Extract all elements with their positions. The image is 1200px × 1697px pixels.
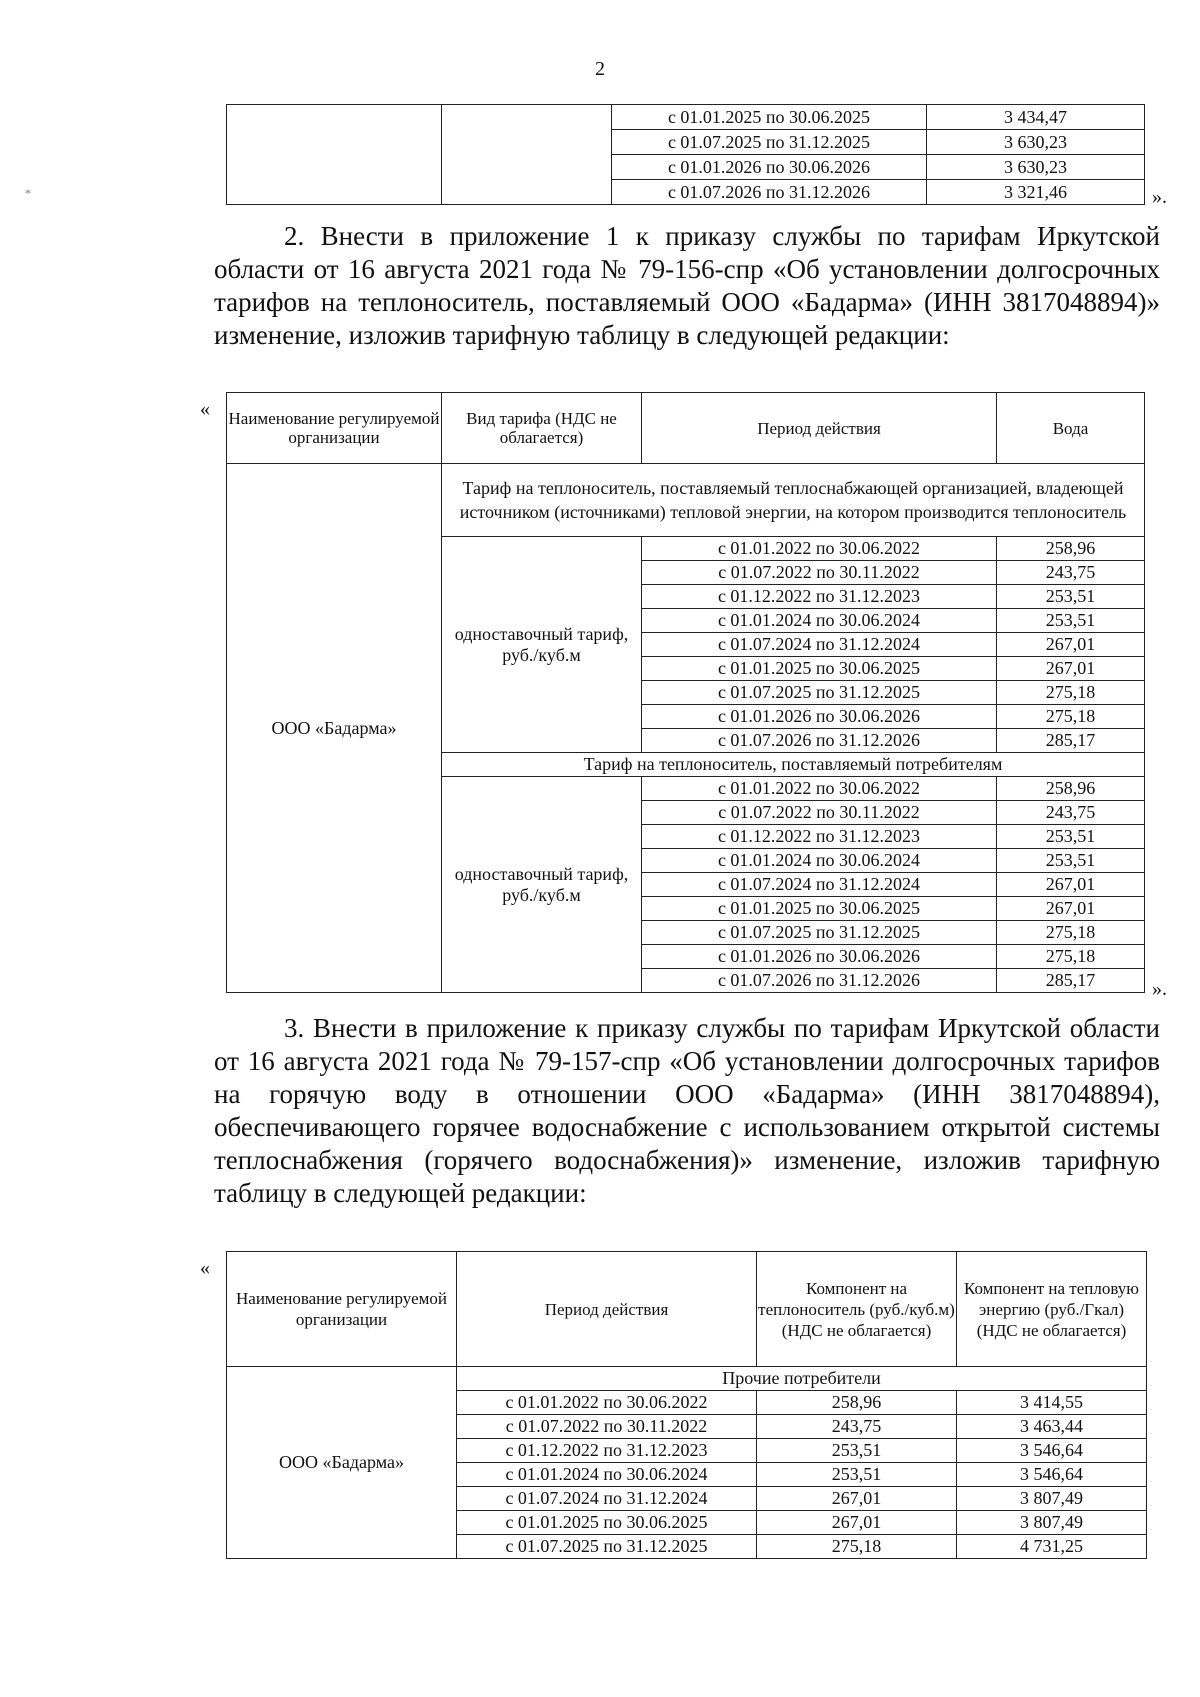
opening-quote: « <box>200 1257 210 1279</box>
energy-cell: 3 414,55 <box>957 1391 1147 1415</box>
section-title-row <box>227 1367 1147 1391</box>
period-cell: с 01.07.2026 по 31.12.2026 <box>642 729 997 753</box>
closing-quote: ». <box>1152 978 1167 1000</box>
period-cell: с 01.07.2022 по 30.11.2022 <box>642 801 997 825</box>
period-cell: с 01.01.2024 по 30.06.2024 <box>642 849 997 873</box>
period-cell: с 01.01.2025 по 30.06.2025 <box>612 105 927 130</box>
value-cell: 3 434,47 <box>927 105 1145 130</box>
energy-cell: 4 731,25 <box>957 1535 1147 1559</box>
value-cell: 275,18 <box>997 705 1145 729</box>
value-cell: 258,96 <box>997 777 1145 801</box>
section-title-row <box>227 464 1145 537</box>
value-cell: 285,17 <box>997 969 1145 993</box>
value-cell: 275,18 <box>997 921 1145 945</box>
period-cell: с 01.07.2024 по 31.12.2024 <box>642 873 997 897</box>
value-cell: 3 630,23 <box>927 155 1145 180</box>
carrier-cell: 267,01 <box>757 1511 957 1535</box>
energy-cell: 3 546,64 <box>957 1463 1147 1487</box>
tariff-type-cell: одноставочный тариф, руб./куб.м <box>442 777 642 993</box>
period-cell: с 01.07.2025 по 31.12.2025 <box>642 921 997 945</box>
closing-quote: ». <box>1152 186 1167 208</box>
period-cell: с 01.07.2022 по 30.11.2022 <box>642 561 997 585</box>
value-cell: 253,51 <box>997 825 1145 849</box>
header-org: Наименование регулируемой организации <box>227 393 442 464</box>
section-2-title: Тариф на теплоноситель, поставляемый потребителям <box>442 753 1145 777</box>
header-tariff-type: Вид тарифа (НДС не облагается) <box>442 393 642 464</box>
header-period: Период действия <box>642 393 997 464</box>
paragraph-3 <box>214 1012 1160 1210</box>
opening-quote: « <box>200 398 210 420</box>
paragraph-3-text: 3. Внести в приложение к приказу службы по тарифам Иркутской области от 16 августа 2021 года № 79-157-спр «Об установлении долгосрочных тарифов на горячую воду в отношении ООО «Бадарма» (ИНН 3817048894), обеспечивающего горячее водоснабжение с использованием открытой системы теплоснабжения (горячего водоснабжения)» изменение, изложив тарифную таблицу в следующей редакции: <box>214 1013 1160 1208</box>
period-cell: с 01.12.2022 по 31.12.2023 <box>642 585 997 609</box>
heat-carrier-tariff-table <box>226 392 1145 993</box>
table-header-row <box>227 393 1145 464</box>
org-name-cell: ООО «Бадарма» <box>227 464 442 993</box>
period-cell: с 01.01.2022 по 30.06.2022 <box>457 1391 757 1415</box>
header-energy-component: Компонент на тепловую энергию (руб./Гкал) (НДС не облагается) <box>957 1252 1147 1367</box>
section-title: Прочие потребители <box>457 1367 1147 1391</box>
header-carrier-component: Компонент на теплоноситель (руб./куб.м) (НДС не облагается) <box>757 1252 957 1367</box>
value-cell: 275,18 <box>997 945 1145 969</box>
period-cell: с 01.07.2025 по 31.12.2025 <box>457 1535 757 1559</box>
energy-cell: 3 546,64 <box>957 1439 1147 1463</box>
table-header-row <box>227 1252 1147 1367</box>
value-cell: 253,51 <box>997 609 1145 633</box>
tariff-type-cell: одноставочный тариф, руб./куб.м <box>442 537 642 753</box>
value-cell: 267,01 <box>997 633 1145 657</box>
carrier-cell: 275,18 <box>757 1535 957 1559</box>
period-cell: с 01.01.2025 по 30.06.2025 <box>457 1511 757 1535</box>
period-cell: с 01.01.2022 по 30.06.2022 <box>642 537 997 561</box>
period-cell: с 01.01.2025 по 30.06.2025 <box>642 657 997 681</box>
value-cell: 243,75 <box>997 801 1145 825</box>
energy-cell: 3 463,44 <box>957 1415 1147 1439</box>
period-cell: с 01.07.2026 по 31.12.2026 <box>612 180 927 205</box>
paragraph-2 <box>214 220 1160 352</box>
org-name-cell: ООО «Бадарма» <box>227 1367 457 1559</box>
value-cell: 253,51 <box>997 849 1145 873</box>
period-cell: с 01.07.2025 по 31.12.2025 <box>612 130 927 155</box>
value-cell: 3 321,46 <box>927 180 1145 205</box>
period-cell: с 01.07.2026 по 31.12.2026 <box>642 969 997 993</box>
tariff-table-continuation <box>226 104 1145 205</box>
carrier-cell: 253,51 <box>757 1439 957 1463</box>
header-period: Период действия <box>457 1252 757 1367</box>
paragraph-2-text: 2. Внести в приложение 1 к приказу службы по тарифам Иркутской области от 16 августа 2021 года № 79-156-спр «Об установлении долгосрочных тарифов на теплоноситель, поставляемый ООО «Бадарма» (ИНН 3817048894)» изменение, изложив тарифную таблицу в следующей редакции: <box>214 221 1160 350</box>
header-water: Вода <box>997 393 1145 464</box>
energy-cell: 3 807,49 <box>957 1487 1147 1511</box>
period-cell: с 01.01.2024 по 30.06.2024 <box>642 609 997 633</box>
page-number: 2 <box>595 58 605 80</box>
value-cell: 267,01 <box>997 657 1145 681</box>
scan-mark: * <box>25 186 31 200</box>
section-1-title: Тариф на теплоноситель, поставляемый теплоснабжающей организацией, владеющей источником (источниками) тепловой энергии, на котором производится теплоноситель <box>442 464 1145 537</box>
carrier-cell: 243,75 <box>757 1415 957 1439</box>
period-cell: с 01.01.2026 по 30.06.2026 <box>642 945 997 969</box>
period-cell: с 01.07.2024 по 31.12.2024 <box>457 1487 757 1511</box>
period-cell: с 01.07.2022 по 30.11.2022 <box>457 1415 757 1439</box>
empty-type-cell <box>442 105 612 205</box>
period-cell: с 01.12.2022 по 31.12.2023 <box>457 1439 757 1463</box>
period-cell: с 01.01.2026 по 30.06.2026 <box>612 155 927 180</box>
carrier-cell: 258,96 <box>757 1391 957 1415</box>
header-org: Наименование регулируемой организации <box>227 1252 457 1367</box>
period-cell: с 01.01.2022 по 30.06.2022 <box>642 777 997 801</box>
period-cell: с 01.01.2025 по 30.06.2025 <box>642 897 997 921</box>
period-cell: с 01.12.2022 по 31.12.2023 <box>642 825 997 849</box>
energy-cell: 3 807,49 <box>957 1511 1147 1535</box>
carrier-cell: 267,01 <box>757 1487 957 1511</box>
value-cell: 253,51 <box>997 585 1145 609</box>
empty-org-cell <box>227 105 442 205</box>
hot-water-tariff-table <box>226 1251 1147 1559</box>
value-cell: 243,75 <box>997 561 1145 585</box>
value-cell: 258,96 <box>997 537 1145 561</box>
period-cell: с 01.01.2024 по 30.06.2024 <box>457 1463 757 1487</box>
value-cell: 3 630,23 <box>927 130 1145 155</box>
period-cell: с 01.07.2025 по 31.12.2025 <box>642 681 997 705</box>
carrier-cell: 253,51 <box>757 1463 957 1487</box>
value-cell: 285,17 <box>997 729 1145 753</box>
value-cell: 267,01 <box>997 873 1145 897</box>
period-cell: с 01.01.2026 по 30.06.2026 <box>642 705 997 729</box>
value-cell: 275,18 <box>997 681 1145 705</box>
value-cell: 267,01 <box>997 897 1145 921</box>
table-row <box>227 105 1145 130</box>
period-cell: с 01.07.2024 по 31.12.2024 <box>642 633 997 657</box>
